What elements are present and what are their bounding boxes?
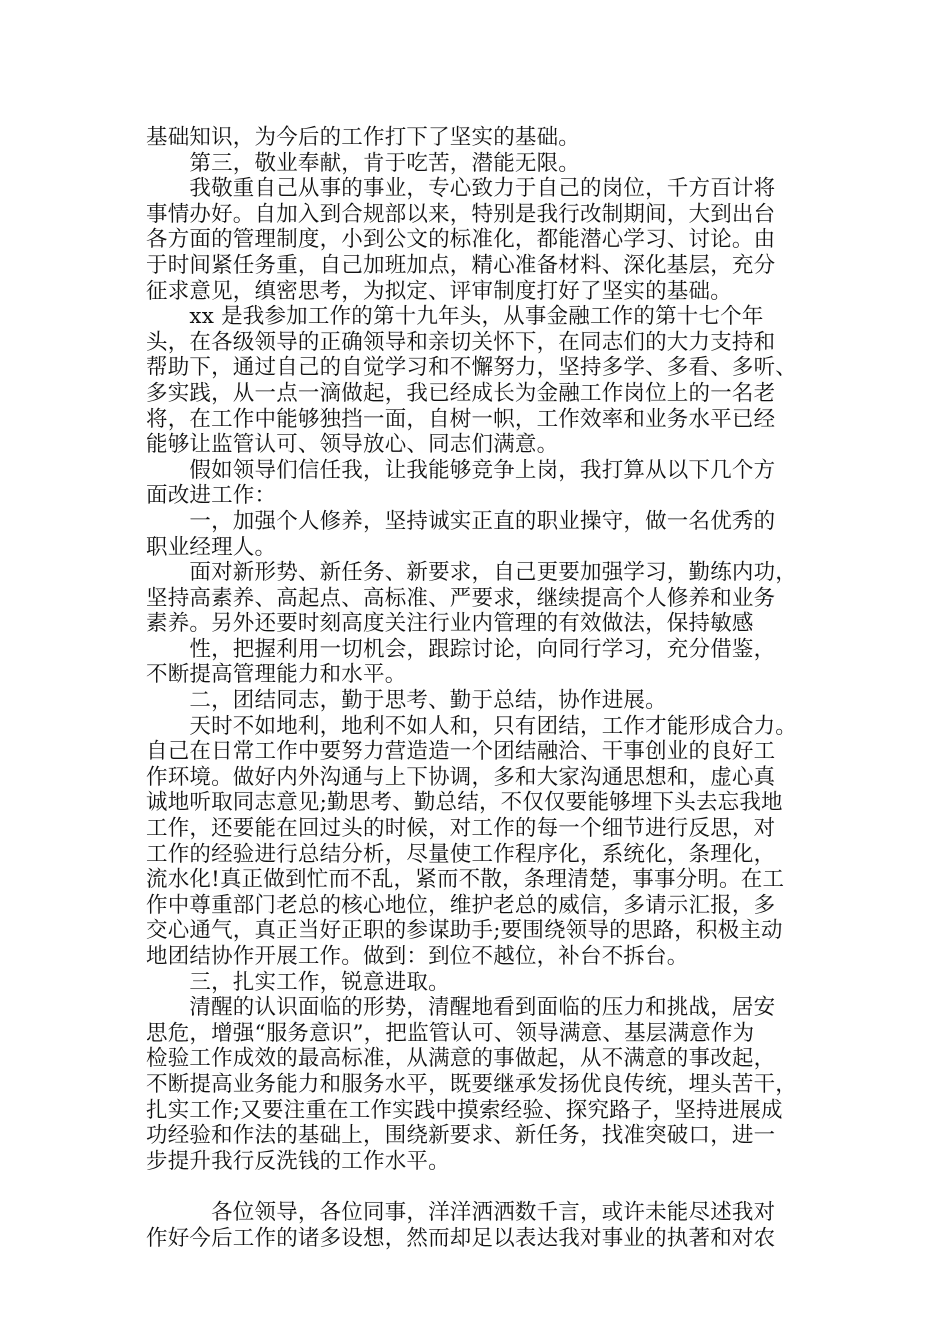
text-line: 二，团结同志，勤于思考、勤于总结，协作进展。 [146,688,667,714]
text-line: 检验工作成效的最高标准，从满意的事做起，从不满意的事改起， [146,1046,776,1072]
text-line: xx 是我参加工作的第十九年头，从事金融工作的第十七个年 [146,304,764,330]
text-line: 将，在工作中能够独挡一面，自树一帜，工作效率和业务水平已经 [146,406,776,432]
text-line: 面改进工作： [146,483,277,509]
text-line: 诚地听取同志意见;勤思考、勤总结，不仅仅要能够埋下头去忘我地 [146,790,783,816]
text-line: 素养。另外还要时刻高度关注行业内管理的有效做法，保持敏感 [146,611,754,637]
text-line: 交心通气，真正当好正职的参谋助手;要围绕领导的思路，积极主动 [146,918,783,944]
text-line: 征求意见，缜密思考，为拟定、评审制度打好了坚实的基础。 [146,278,732,304]
text-line: 我敬重自己从事的事业，专心致力于自己的岗位，千方百计将 [146,176,776,202]
text-line: 清醒的认识面临的形势，清醒地看到面临的压力和挑战，居安 [146,995,776,1021]
text-line: 地团结协作开展工作。做到：到位不越位，补台不拆台。 [146,944,689,969]
text-line: 假如领导们信任我，让我能够竞争上岗，我打算从以下几个方 [146,457,776,483]
text-line: 不断提高管理能力和水平。 [146,662,407,688]
text-line: 事情办好。自加入到合规部以来，特别是我行改制期间，大到出台 [146,201,776,227]
text-line: 三，扎实工作，锐意进取。 [146,969,450,995]
text-line: 职业经理人。 [146,534,277,560]
text-line: 自己在日常工作中要努力营造造一个团结融洽、干事创业的良好工 [146,739,776,765]
text-line: 不断提高业务能力和服务水平，既要继承发扬优良传统，埋头苦干， [146,1071,798,1097]
text-line: 能够让监管认可、领导放心、同志们满意。 [146,432,559,458]
text-line: 扎实工作;又要注重在工作实践中摸索经验、探究路子，坚持进展成 [146,1097,783,1123]
text-line: 工作，还要能在回过头的时候，对工作的每一个细节进行反思，对 [146,816,776,842]
text-line: 性，把握利用一切机会，跟踪讨论，向同行学习，充分借鉴， [146,636,776,662]
text-line: 坚持高素养、高起点、高标准、严要求，继续提高个人修养和业务 [146,585,776,611]
text-line: 第三，敬业奉献，肯于吃苦，潜能无限。 [146,150,581,176]
text-line: 各位领导，各位同事，洋洋洒洒数千言，或许未能尽述我对 [146,1199,776,1225]
text-line: 思危，增强“服务意识”，把监管认可、领导满意、基层满意作为 [146,1020,755,1046]
text-line: 工作的经验进行总结分析，尽量使工作程序化，系统化，条理化， [146,841,776,867]
text-line: 一，加强个人修养，坚持诚实正直的职业操守，做一名优秀的 [146,508,776,534]
text-line: 步提升我行反洗钱的工作水平。 [146,1148,450,1174]
text-line: 作好今后工作的诸多设想，然而却足以表达我对事业的执著和对农 [146,1225,776,1251]
text-line: 功经验和作法的基础上，围绕新要求、新任务，找准突破口，进一 [146,1123,776,1149]
text-line: 作环境。做好内外沟通与上下协调，多和大家沟通思想和，虚心真 [146,764,776,790]
text-line: 多实践，从一点一滴做起，我已经成长为金融工作岗位上的一名老 [146,380,776,406]
text-line: 流水化!真正做到忙而不乱，紧而不散，条理清楚，事事分明。在工 [146,867,785,893]
blank-line [146,1174,836,1200]
text-line: 头，在各级领导的正确领导和亲切关怀下，在同志们的大力支持和 [146,329,776,355]
text-line: 帮助下，通过自己的自觉学习和不懈努力，坚持多学、多看、多听、 [146,355,798,381]
text-line: 于时间紧任务重，自己加班加点，精心准备材料、深化基层，充分 [146,252,776,278]
text-line: 面对新形势、新任务、新要求，自己更要加强学习，勤练内功， [146,560,798,586]
text-line: 各方面的管理制度，小到公文的标准化，都能潜心学习、讨论。由 [146,227,776,253]
text-line: 作中尊重部门老总的核心地位，维护老总的威信，多请示汇报，多 [146,892,776,918]
text-line: 基础知识，为今后的工作打下了坚实的基础。 [146,125,581,150]
document-body [146,125,836,1251]
text-line: 天时不如地利，地利不如人和，只有团结，工作才能形成合力。 [146,713,798,739]
